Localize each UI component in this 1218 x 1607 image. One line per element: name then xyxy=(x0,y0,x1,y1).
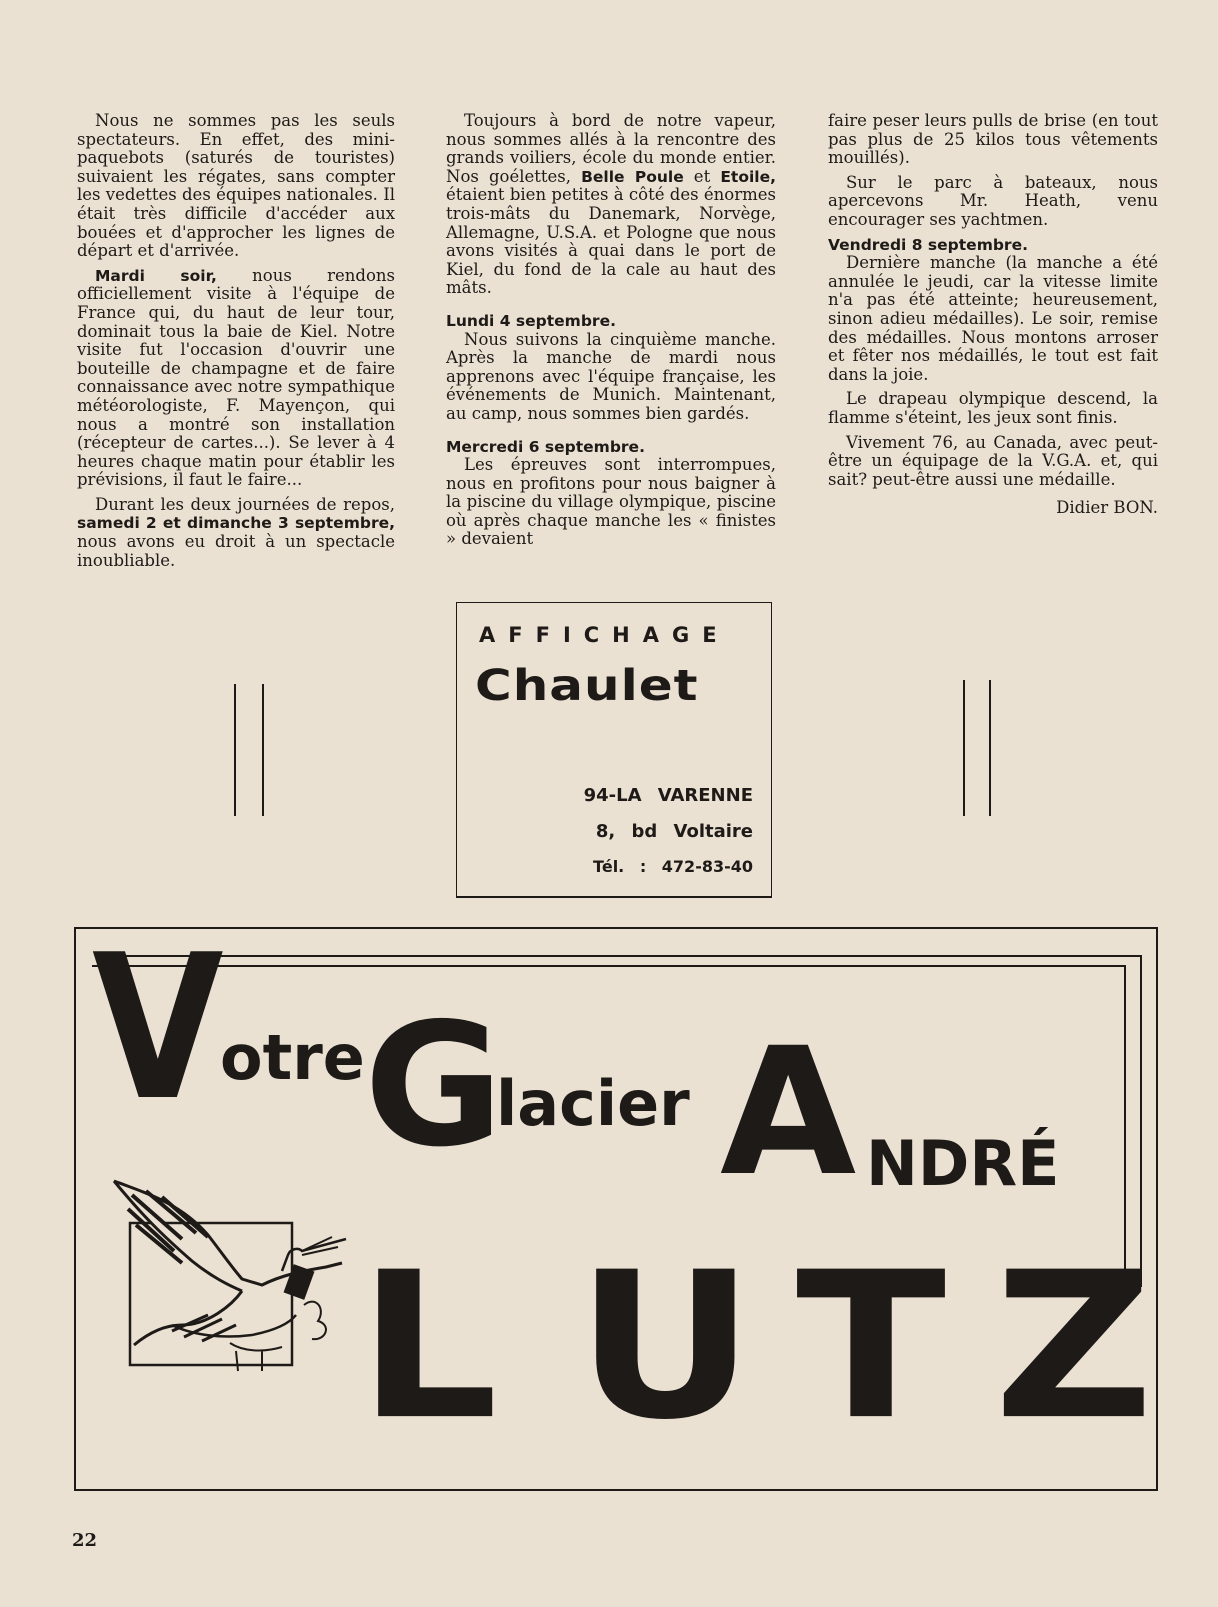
ad-letter-g: G xyxy=(364,987,504,1185)
ad-letter-z: Z xyxy=(994,1228,1154,1464)
paragraph: Durant les deux journées de repos, samedi 2 et dimanche 3 septembre, nous avons eu droit à un spectacle inoubliable. xyxy=(77,494,395,570)
article-column-2 xyxy=(446,112,776,555)
paragraph: faire peser leurs pulls de brise (en tout pas plus de 25 kilos tous vêtements mouillés). xyxy=(828,111,1158,168)
paragraph: Mardi soir, nous rendons officiellement visite à l'équipe de France qui, du haut de leur tour, dominait tous la baie de Kiel. Notre visite fut l'occasion d'ouvrir une bouteille de champagne et de faire connaissance avec notre sympathique météorologiste, F. Mayençon, qui nous a montré son installation (récepteur de cartes...). Se lever à 4 heures chaque matin pour établir les prévisions, il faut le faire... xyxy=(77,265,396,490)
paragraph: Nous suivons la cinquième manche. Après la manche de mardi nous apprenons avec l'équipe française, les événements de Munich. Maintenant, au camp, nous sommes bien gardés. xyxy=(446,329,776,423)
paragraph: Le drapeau olympique descend, la flamme s'éteint, les jeux sont finis. xyxy=(828,389,1158,427)
date-heading: Lundi 4 septembre. xyxy=(446,311,616,330)
article-column-1 xyxy=(77,112,395,576)
paragraph: Nous ne sommes pas les seuls spectateurs. En effet, des mini-paquebots (saturés de touristes) suivaient les régates, sans compter les vedettes des équipes nationales. Il était très difficile d'accéder aux bouées et d'approcher les lignes de départ et d'arrivée. xyxy=(77,111,395,261)
ad-letter-t: T xyxy=(796,1228,947,1464)
article-column-3 xyxy=(828,112,1158,524)
page-number: 22 xyxy=(72,1530,98,1551)
divider-left-a xyxy=(234,684,236,816)
chaulet-advertisement xyxy=(456,602,772,898)
ad-letter-v: V xyxy=(92,912,224,1145)
divider-left-b xyxy=(262,684,264,816)
lutz-advertisement xyxy=(74,912,1158,1491)
ad-city: 94-LA VARENNE xyxy=(583,785,753,806)
stork-illustration xyxy=(112,1175,352,1375)
ad-word-ndre: NDRÉ xyxy=(866,1127,1060,1200)
date-heading: Mardi soir, xyxy=(95,266,217,285)
date-heading: Vendredi 8 septembre. xyxy=(828,235,1028,254)
ad-word-otre: otre xyxy=(220,1021,365,1094)
date-heading: Mercredi 6 septembre. xyxy=(446,437,645,456)
ad-brand-name: Chaulet xyxy=(475,661,699,711)
paragraph: Dernière manche (la manche a été annulée le jeudi, car la vitesse limite n'a pas été atteinte; heureusement, sinon adieu médailles). Le soir, remise des médailles. Nous montons arroser et fêter nos médaillés, le tout est fait dans la joie. xyxy=(828,253,1158,384)
author-signature: Didier BON. xyxy=(1056,498,1158,518)
ad-word-lacier: lacier xyxy=(496,1067,690,1140)
ad-letter-a: A xyxy=(720,1010,857,1215)
ad-letter-l: L xyxy=(358,1228,499,1464)
paragraph: Toujours à bord de notre vapeur, nous sommes allés à la rencontre des grands voiliers, école du monde entier. Nos goélettes, Belle Poule et Etoile, étaient bien petites à côté des énormes trois-mâts du Danemark, Norvège, Allemagne, U.S.A. et Pologne que nous avons visités à quai dans le port de Kiel, du fond de la cale au haut des mâts. xyxy=(446,111,777,298)
ad-phone: Tél. : 472-83-40 xyxy=(593,857,753,876)
divider-right-a xyxy=(963,680,965,816)
divider-right-b xyxy=(989,680,991,816)
paragraph: Sur le parc à bateaux, nous apercevons Mr. Heath, venu encourager ses yachtmen. xyxy=(828,172,1158,229)
paragraph: Les épreuves sont interrompues, nous en profitons pour nous baigner à la piscine du village olympique, piscine où après chaque manche les « finistes » devaient xyxy=(446,455,776,549)
ad-header: AFFICHAGE xyxy=(479,623,730,647)
ad-letter-u: U xyxy=(576,1228,755,1464)
ad-street: 8, bd Voltaire xyxy=(595,821,753,842)
paragraph: Vivement 76, au Canada, avec peut-être un équipage de la V.G.A. et, qui sait? peut-être aussi une médaille. xyxy=(828,432,1158,489)
